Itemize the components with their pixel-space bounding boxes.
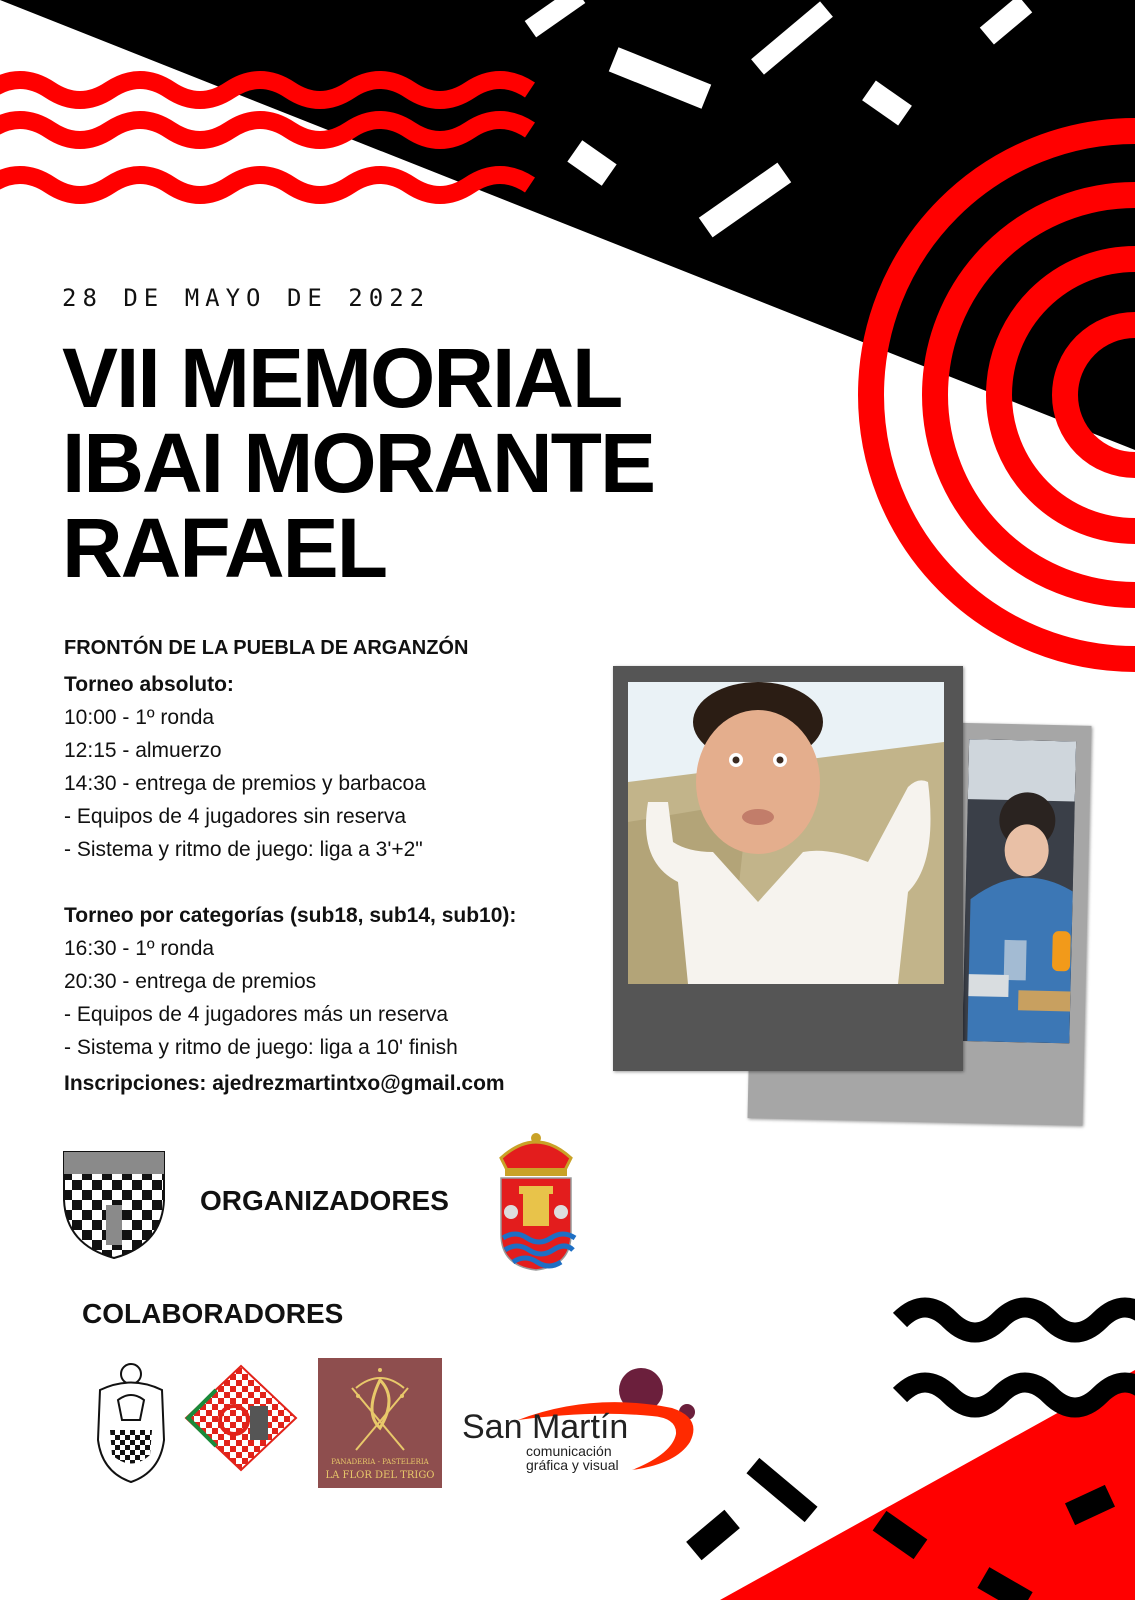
category-line: - Equipos de 4 jugadores más un reserva	[64, 1003, 449, 1026]
portrait-photo-frame	[613, 666, 963, 1071]
title-line-2: IBAI MORANTE	[62, 416, 654, 510]
knight-chess-emblem-logo	[90, 1360, 172, 1484]
category-heading: Torneo por categorías (sub18, sub14, sub10):	[64, 904, 517, 927]
collaborators-label: COLABORADORES	[82, 1298, 344, 1329]
absolute-line: 14:30 - entrega de premios y barbacoa	[64, 772, 426, 795]
event-date: 28 DE MAYO DE 2022	[62, 284, 431, 312]
black-wave-lines	[900, 1308, 1135, 1408]
bakery-line-1: PANADERIA - PASTELERIA	[331, 1458, 429, 1466]
organizers-label: ORGANIZADORES	[200, 1185, 449, 1216]
chess-club-shield-logo	[62, 1150, 166, 1260]
san-martin-sub-2: gráfica y visual	[526, 1457, 619, 1473]
chess-player-photo	[962, 739, 1076, 1043]
san-martin-sub-1: comunicación	[526, 1443, 612, 1459]
town-coat-of-arms-logo	[495, 1130, 577, 1272]
venue: FRONTÓN DE LA PUEBLA DE ARGANZÓN	[64, 637, 469, 659]
chess-federation-logo	[182, 1362, 300, 1474]
bakery-logo	[318, 1358, 442, 1488]
san-martin-name: San Martín	[462, 1408, 629, 1446]
absolute-line: 10:00 - 1º ronda	[64, 706, 215, 729]
portrait-photo	[628, 682, 944, 984]
category-line: - Sistema y ritmo de juego: liga a 10' finish	[64, 1036, 458, 1059]
title-line-1: VII MEMORIAL	[62, 331, 622, 425]
absolute-heading: Torneo absoluto:	[64, 673, 234, 696]
absolute-line: - Sistema y ritmo de juego: liga a 3'+2"	[64, 838, 423, 861]
bakery-line-2: LA FLOR DEL TRIGO	[325, 1470, 435, 1481]
category-line: 16:30 - 1º ronda	[64, 937, 215, 960]
registration: Inscripciones: ajedrezmartintxo@gmail.com	[64, 1072, 505, 1095]
absolute-line: - Equipos de 4 jugadores sin reserva	[64, 805, 407, 828]
san-martin-logo	[462, 1368, 717, 1474]
title-line-3: RAFAEL	[62, 501, 386, 595]
absolute-line: 12:15 - almuerzo	[64, 739, 222, 762]
category-line: 20:30 - entrega de premios	[64, 970, 317, 993]
event-title	[62, 331, 654, 595]
